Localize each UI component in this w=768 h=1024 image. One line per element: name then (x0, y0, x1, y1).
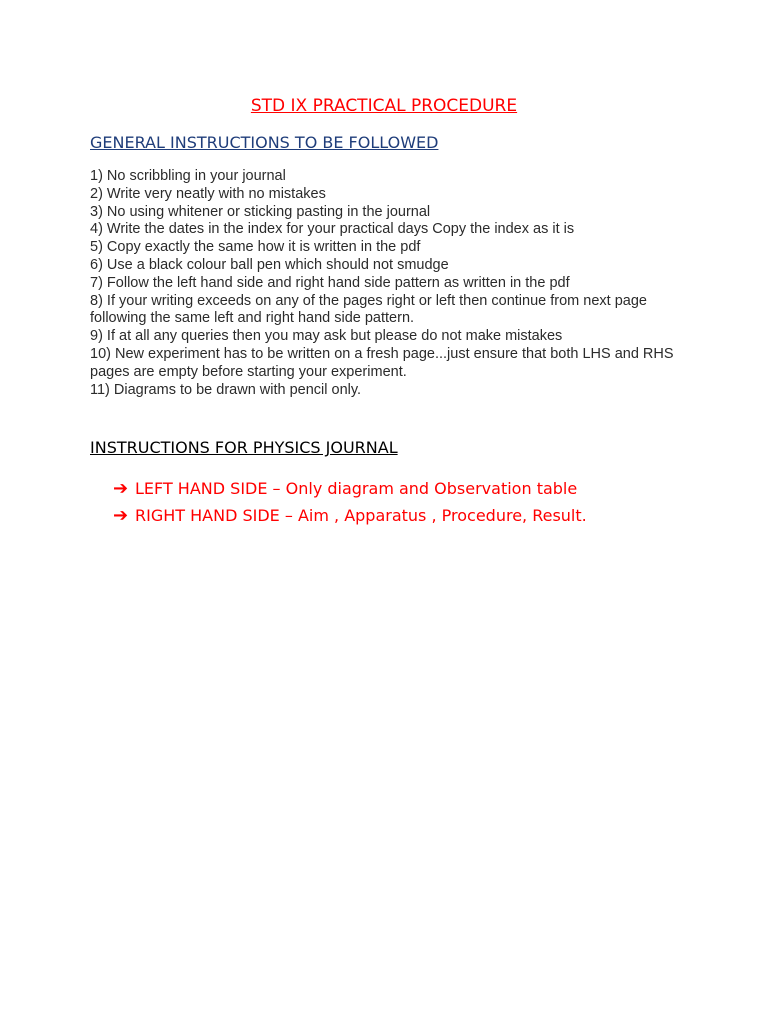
page-title: STD IX PRACTICAL PROCEDURE (250, 96, 518, 116)
instruction-item: 8) If your writing exceeds on any of the pages right or left then continue from next page following the same left and right hand side pattern. (90, 292, 647, 327)
instruction-item: 9) If at all any queries then you may ask but please do not make mistakes (90, 328, 563, 345)
instruction-item: 4) Write the dates in the index for your practical days Copy the index as it is (90, 221, 575, 238)
general-instructions-list (90, 168, 680, 399)
left-hand-side-text: LEFT HAND SIDE – Only diagram and Observation table (135, 479, 578, 498)
physics-journal-list (113, 475, 587, 529)
instruction-item: 6) Use a black colour ball pen which should not smudge (90, 256, 449, 273)
right-hand-side-item (113, 502, 587, 529)
right-hand-side-text: RIGHT HAND SIDE – Aim , Apparatus , Procedure, Result. (135, 506, 587, 525)
instruction-item: 2) Write very neatly with no mistakes (90, 185, 326, 202)
arrow-right-icon: ➔ (113, 505, 129, 526)
instruction-item: 11) Diagrams to be drawn with pencil only. (90, 381, 362, 398)
instruction-item: 7) Follow the left hand side and right hand side pattern as written in the pdf (90, 274, 570, 291)
physics-journal-heading: INSTRUCTIONS FOR PHYSICS JOURNAL (90, 438, 398, 457)
left-hand-side-item (113, 475, 587, 502)
instruction-item: 3) No using whitener or sticking pasting in the journal (90, 203, 431, 220)
instruction-item: 5) Copy exactly the same how it is written in the pdf (90, 239, 421, 256)
general-instructions-heading: GENERAL INSTRUCTIONS TO BE FOLLOWED (90, 133, 439, 152)
arrow-right-icon: ➔ (113, 478, 129, 499)
instruction-item: 10) New experiment has to be written on a fresh page...just ensure that both LHS and RHS pages are empty before starting your experiment. (90, 345, 674, 380)
instruction-item: 1) No scribbling in your journal (90, 168, 286, 184)
